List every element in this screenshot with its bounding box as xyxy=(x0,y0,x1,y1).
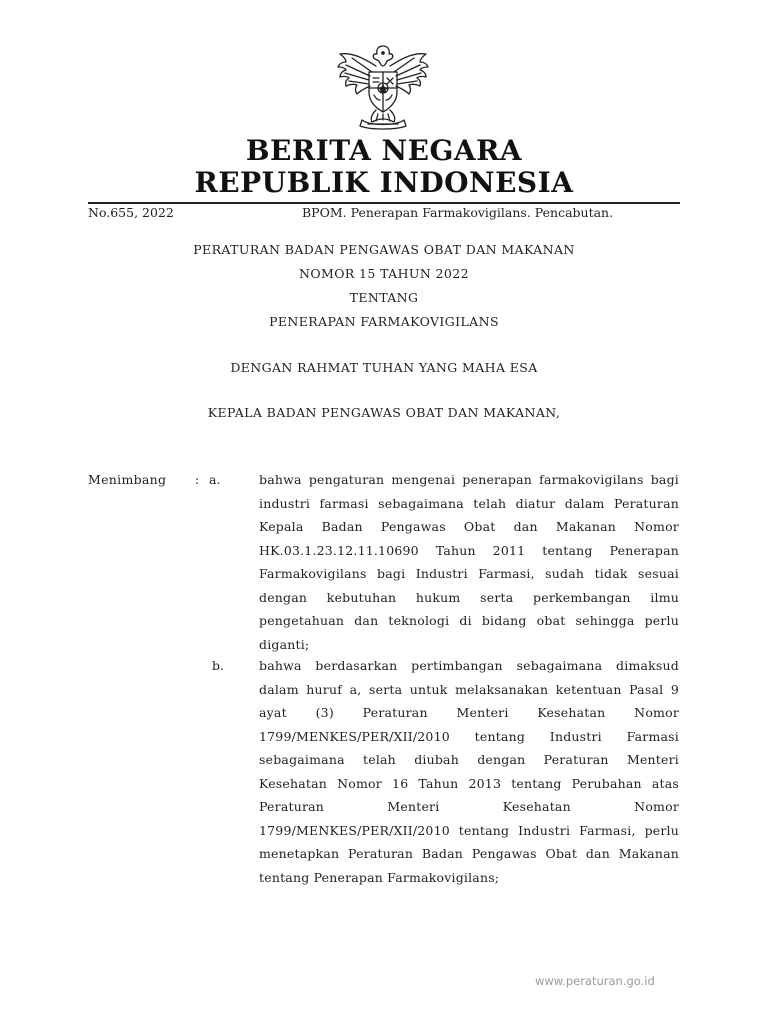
regulation-title: PERATURAN BADAN PENGAWAS OBAT DAN MAKANAN xyxy=(193,242,575,257)
regulation-number: NOMOR 15 TAHUN 2022 xyxy=(299,266,469,281)
consideration-marker: b. xyxy=(212,658,224,673)
issue-number: No.655, 2022 xyxy=(88,205,174,220)
regulation-about: TENTANG xyxy=(349,290,419,305)
header-divider xyxy=(88,202,680,204)
consideration-text: bahwa berdasarkan pertimbangan sebagaimana dimaksud dalam huruf a, serta untuk melaksanakan ketentuan Pasal 9 ayat (3) Peraturan Menteri Kesehatan Nomor 1799/MENKES/PER/XII/2010 tentang Industri Farmasi sebagaimana telah diubah dengan Peraturan Menteri Kesehatan Nomor 16 Tahun 2013 tentang Perubahan atas Peraturan Menteri Kesehatan Nomor 1799/MENKES/PER/XII/2010 tentang Industri Farmasi, perlu menetapkan Peraturan Badan Pengawas Obat dan Makanan tentang Penerapan Farmakovigilans; xyxy=(259,658,679,885)
consideration-text: bahwa pengaturan mengenai penerapan farmakovigilans bagi industri farmasi sebagaimana telah diatur dalam Peraturan Kepala Badan Pengawas Obat dan Makanan Nomor HK.03.1.23.12.11.10690 Tahun 2011 tentang Penerapan Farmakovigilans bagi Industri Farmasi, sudah tidak sesuai dengan kebutuhan hukum serta perkembangan ilmu pengetahuan dan teknologi di bidang obat sehingga perlu diganti; xyxy=(259,472,679,652)
considerations-label: Menimbang xyxy=(88,472,167,487)
masthead-title-line1: BERITA NEGARA xyxy=(245,134,523,167)
considerations-separator: : xyxy=(195,472,200,487)
garuda-emblem-icon xyxy=(332,42,434,132)
source-watermark: www.peraturan.go.id xyxy=(535,974,655,988)
issue-summary: BPOM. Penerapan Farmakovigilans. Pencabutan. xyxy=(302,205,614,220)
invocation: DENGAN RAHMAT TUHAN YANG MAHA ESA xyxy=(230,360,538,375)
masthead-title-line2: REPUBLIK INDONESIA xyxy=(194,166,574,199)
consideration-marker: a. xyxy=(209,472,221,487)
issuing-authority: KEPALA BADAN PENGAWAS OBAT DAN MAKANAN, xyxy=(207,405,561,420)
regulation-subject: PENERAPAN FARMAKOVIGILANS xyxy=(269,314,499,329)
